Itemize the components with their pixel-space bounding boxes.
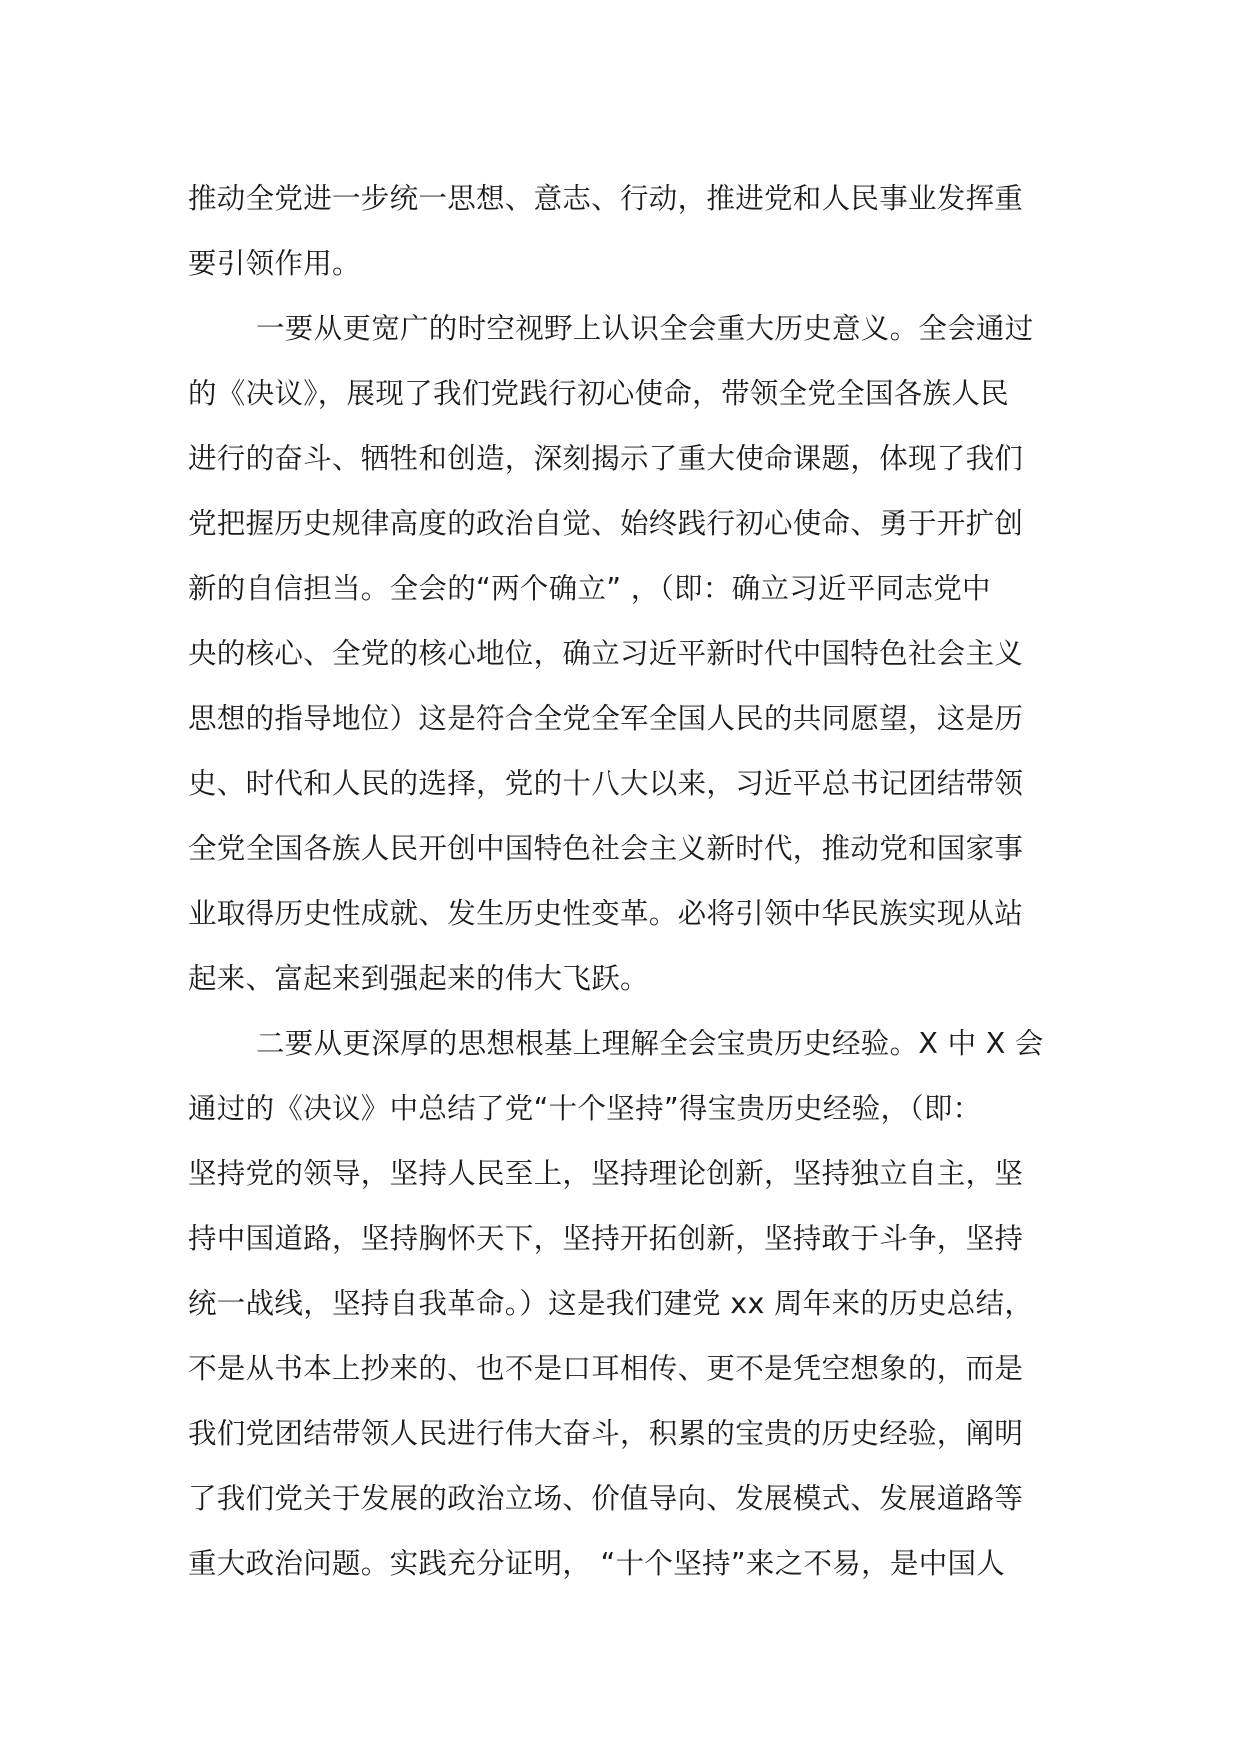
text-line: 重大政治问题。实践充分证明， “十个坚持”来之不易，是中国人 <box>188 1547 1006 1580</box>
text-line: 的《决议》，展现了我们党践行初心使命，带领全党全国各族人民 <box>188 377 1009 410</box>
text-line: 通过的《决议》中总结了党“十个坚持”得宝贵历史经验，（即： <box>188 1092 982 1125</box>
text-line: 了我们党关于发展的政治立场、价值导向、发展模式、发展道路等 <box>188 1482 1024 1515</box>
text-line: 持中国道路，坚持胸怀天下，坚持开拓创新，坚持敢于斗争，坚持 <box>188 1222 1024 1255</box>
body-text <box>188 166 1068 1596</box>
paragraph-start-line: 二要从更深厚的思想根基上理解全会宝贵历史经验。X 中 X 会 <box>256 1027 1044 1060</box>
text-line: 思想的指导地位）这是符合全党全军全国人民的共同愿望，这是历 <box>188 702 1024 735</box>
paragraph-start-line: 一要从更宽广的时空视野上认识全会重大历史意义。全会通过 <box>256 312 1034 345</box>
text-line: 不是从书本上抄来的、也不是口耳相传、更不是凭空想象的，而是 <box>188 1352 1024 1385</box>
text-line: 业取得历史性成就、发生历史性变革。必将引领中华民族实现从站 <box>188 897 1024 930</box>
text-line: 党把握历史规律高度的政治自觉、始终践行初心使命、勇于开扩创 <box>188 507 1024 540</box>
text-line: 央的核心、全党的核心地位，确立习近平新时代中国特色社会主义 <box>188 637 1024 670</box>
text-line: 起来、富起来到强起来的伟大飞跃。 <box>188 962 649 995</box>
text-line: 进行的奋斗、牺牲和创造，深刻揭示了重大使命课题，体现了我们 <box>188 442 1024 475</box>
text-line: 要引领作用。 <box>188 247 361 280</box>
text-line: 全党全国各族人民开创中国特色社会主义新时代，推动党和国家事 <box>188 832 1024 865</box>
text-line: 新的自信担当。全会的“两个确立” ，（即：确立习近平同志党中 <box>188 572 991 605</box>
text-line: 史、时代和人民的选择，党的十八大以来，习近平总书记团结带领 <box>188 767 1024 800</box>
text-line: 统一战线，坚持自我革命。）这是我们建党 xx 周年来的历史总结， <box>188 1287 1034 1320</box>
text-line: 坚持党的领导，坚持人民至上，坚持理论创新，坚持独立自主，坚 <box>188 1157 1024 1190</box>
text-line: 推动全党进一步统一思想、意志、行动，推进党和人民事业发挥重 <box>188 182 1024 215</box>
text-line: 我们党团结带领人民进行伟大奋斗，积累的宝贵的历史经验，阐明 <box>188 1417 1024 1450</box>
